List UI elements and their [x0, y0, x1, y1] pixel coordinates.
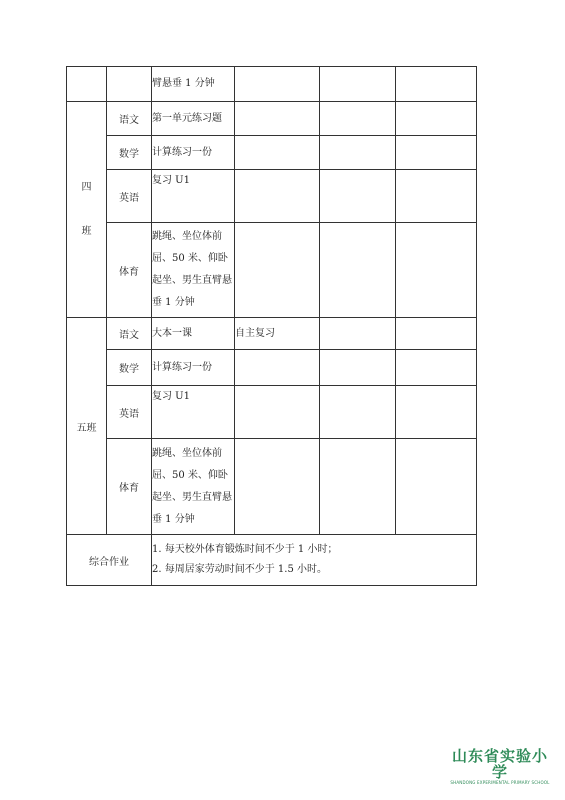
subject-cell: 英语 — [107, 170, 152, 223]
empty-cell — [396, 136, 477, 170]
note-cell — [235, 102, 320, 136]
empty-cell — [396, 67, 477, 102]
school-logo-english: SHANDONG EXPERIMENTAL PRIMARY SCHOOL — [450, 780, 550, 785]
empty-cell — [320, 170, 396, 223]
table-row — [67, 350, 477, 386]
comprehensive-notes — [152, 535, 477, 586]
empty-cell — [396, 318, 477, 350]
note-cell — [235, 223, 320, 318]
table-row — [67, 223, 477, 318]
note-line: 1. 每天校外体育锻炼时间不少于 1 小时； — [152, 544, 338, 555]
empty-cell — [320, 318, 396, 350]
task-cell: 计算练习一份 — [152, 136, 235, 170]
task-cell: 臂悬垂 1 分钟 — [152, 67, 235, 102]
empty-cell — [320, 439, 396, 535]
note-cell: 自主复习 — [235, 318, 320, 350]
subject-cell: 语文 — [107, 318, 152, 350]
comprehensive-label: 综合作业 — [67, 535, 152, 586]
task-cell: 复习 U1 — [152, 386, 235, 439]
empty-cell — [320, 350, 396, 386]
subject-cell: 体育 — [107, 439, 152, 535]
empty-cell — [320, 102, 396, 136]
note-line: 2. 每周居家劳动时间不少于 1.5 小时。 — [152, 564, 327, 575]
empty-cell — [396, 170, 477, 223]
table-row — [67, 386, 477, 439]
homework-table — [66, 66, 477, 586]
subject-cell: 语文 — [107, 102, 152, 136]
class-label: 四 班 — [81, 181, 92, 237]
empty-cell — [396, 350, 477, 386]
subject-cell: 数学 — [107, 136, 152, 170]
table-row — [67, 170, 477, 223]
table-row — [67, 102, 477, 136]
empty-cell — [320, 386, 396, 439]
subject-cell: 英语 — [107, 386, 152, 439]
table-row — [67, 67, 477, 102]
empty-cell — [320, 67, 396, 102]
task-cell: 复习 U1 — [152, 170, 235, 223]
class-label-cell: 五班 — [67, 318, 107, 535]
empty-cell — [235, 67, 320, 102]
note-cell — [235, 170, 320, 223]
class-label-cell — [67, 102, 107, 318]
table-row — [67, 535, 477, 586]
note-cell — [235, 350, 320, 386]
empty-cell — [396, 439, 477, 535]
task-cell: 第一单元练习题 — [152, 102, 235, 136]
note-cell — [235, 386, 320, 439]
empty-cell — [320, 223, 396, 318]
task-cell: 大本一课 — [152, 318, 235, 350]
school-logo-name: 山东省实验小学 — [451, 747, 548, 781]
task-cell: 计算练习一份 — [152, 350, 235, 386]
note-cell — [235, 439, 320, 535]
note-cell — [235, 136, 320, 170]
subject-cell — [107, 67, 152, 102]
class-cell — [67, 67, 107, 102]
subject-cell: 体育 — [107, 223, 152, 318]
subject-cell: 数学 — [107, 350, 152, 386]
empty-cell — [320, 136, 396, 170]
table-row — [67, 318, 477, 350]
table-row — [67, 439, 477, 535]
task-cell: 跳绳、坐位体前屈、50 米、仰卧起坐、男生直臂悬垂 1 分钟 — [152, 223, 235, 318]
school-logo — [449, 748, 551, 786]
table-row — [67, 136, 477, 170]
empty-cell — [396, 386, 477, 439]
task-cell: 跳绳、坐位体前屈、50 米、仰卧起坐、男生直臂悬垂 1 分钟 — [152, 439, 235, 535]
empty-cell — [396, 223, 477, 318]
empty-cell — [396, 102, 477, 136]
